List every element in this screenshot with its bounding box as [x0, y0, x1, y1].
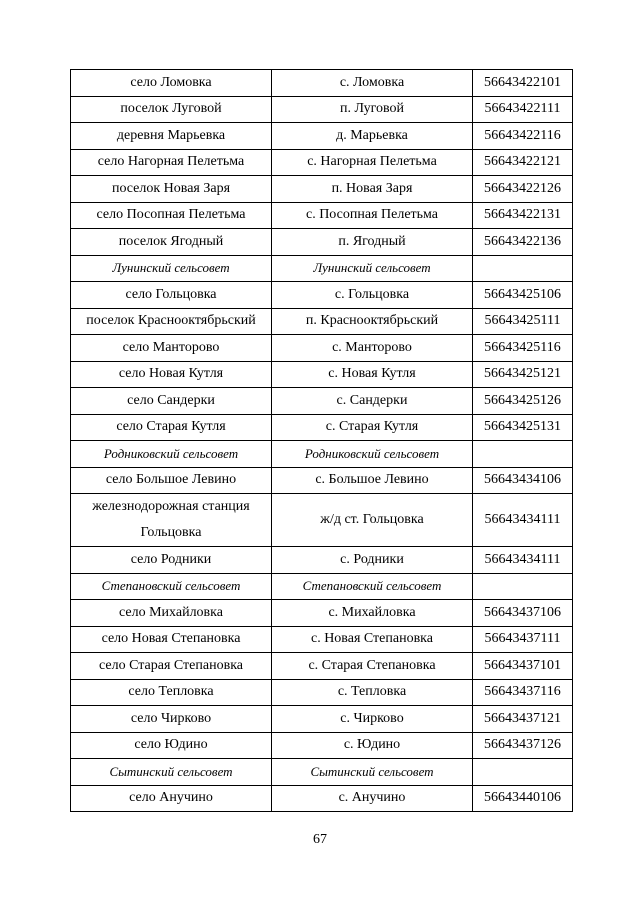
settlement-short-name-cell: с. Анучино	[272, 785, 473, 812]
settlement-full-name-cell: село Старая Кутля	[71, 414, 272, 441]
settlement-full-name-cell: поселок Луговой	[71, 96, 272, 123]
settlement-full-name-cell: село Сандерки	[71, 388, 272, 415]
oktmo-code-cell: 56643434111	[473, 547, 573, 574]
settlement-full-name-cell: село Нагорная Пелетьма	[71, 149, 272, 176]
settlement-short-name-cell: с. Нагорная Пелетьма	[272, 149, 473, 176]
settlement-full-name-cell: село Старая Степановка	[71, 653, 272, 680]
settlement-short-name-cell: с. Чирково	[272, 706, 473, 733]
table-row	[71, 600, 573, 627]
table-row	[71, 335, 573, 362]
settlement-full-name-cell: село Новая Степановка	[71, 626, 272, 653]
settlement-short-name-cell: с. Ломовка	[272, 70, 473, 97]
oktmo-code-cell: 56643422101	[473, 70, 573, 97]
settlement-full-name-cell: село Анучино	[71, 785, 272, 812]
oktmo-code-cell: 56643422126	[473, 176, 573, 203]
table-row	[71, 494, 573, 547]
page-number: 67	[313, 832, 327, 847]
settlement-full-name-cell: село Манторово	[71, 335, 272, 362]
settlement-short-name-cell: с. Гольцовка	[272, 282, 473, 309]
oktmo-code-cell: 56643434111	[473, 494, 573, 547]
table-row	[71, 785, 573, 812]
table-row	[71, 282, 573, 309]
settlement-short-name-cell: с. Юдино	[272, 732, 473, 759]
oktmo-code-cell: 56643422111	[473, 96, 573, 123]
settlement-short-name-cell: с. Сандерки	[272, 388, 473, 415]
oktmo-code-cell: 56643425131	[473, 414, 573, 441]
settlement-full-name-cell: село Гольцовка	[71, 282, 272, 309]
table-row	[71, 706, 573, 733]
settlement-short-name-cell: с. Старая Кутля	[272, 414, 473, 441]
settlement-short-name-cell: п. Новая Заря	[272, 176, 473, 203]
settlement-short-name-cell: с. Родники	[272, 547, 473, 574]
oktmo-code-cell: 56643440106	[473, 785, 573, 812]
oktmo-code-cell: 56643425111	[473, 308, 573, 335]
settlement-short-name-cell: ж/д ст. Гольцовка	[272, 494, 473, 547]
settlement-full-name-cell: село Большое Левино	[71, 467, 272, 494]
oktmo-code-cell: 56643437116	[473, 679, 573, 706]
settlements-table	[70, 69, 573, 812]
settlement-full-name-cell: село Юдино	[71, 732, 272, 759]
settlement-short-name-cell: Сытинский сельсовет	[272, 759, 473, 786]
section-header-row	[71, 759, 573, 786]
settlement-full-name-cell: село Ломовка	[71, 70, 272, 97]
settlement-short-name-cell: Родниковский сельсовет	[272, 441, 473, 468]
settlement-short-name-cell: с. Посопная Пелетьма	[272, 202, 473, 229]
settlement-short-name-cell: с. Михайловка	[272, 600, 473, 627]
oktmo-code-cell: 56643437126	[473, 732, 573, 759]
section-header-row	[71, 255, 573, 282]
settlement-short-name-cell: д. Марьевка	[272, 123, 473, 150]
table-row	[71, 547, 573, 574]
oktmo-code-cell: 56643437121	[473, 706, 573, 733]
section-header-row	[71, 573, 573, 600]
table-row	[71, 123, 573, 150]
settlement-full-name-cell: поселок Ягодный	[71, 229, 272, 256]
settlement-full-name-cell: село Родники	[71, 547, 272, 574]
table-row	[71, 732, 573, 759]
settlement-full-name-cell: поселок Краснооктябрьский	[71, 308, 272, 335]
settlement-full-name-cell: село Тепловка	[71, 679, 272, 706]
settlement-full-name-cell: Сытинский сельсовет	[71, 759, 272, 786]
table-row	[71, 679, 573, 706]
oktmo-code-cell: 56643425116	[473, 335, 573, 362]
oktmo-code-cell: 56643437111	[473, 626, 573, 653]
oktmo-code-cell	[473, 441, 573, 468]
settlement-short-name-cell: п. Краснооктябрьский	[272, 308, 473, 335]
oktmo-code-cell: 56643425106	[473, 282, 573, 309]
settlement-short-name-cell: с. Тепловка	[272, 679, 473, 706]
settlement-short-name-cell: п. Ягодный	[272, 229, 473, 256]
settlement-full-name-cell: село Михайловка	[71, 600, 272, 627]
section-header-row	[71, 441, 573, 468]
oktmo-code-cell: 56643422131	[473, 202, 573, 229]
table-row	[71, 388, 573, 415]
oktmo-code-cell: 56643422121	[473, 149, 573, 176]
table-row	[71, 229, 573, 256]
table-row	[71, 467, 573, 494]
settlement-short-name-cell: с. Манторово	[272, 335, 473, 362]
table-row	[71, 96, 573, 123]
oktmo-code-cell: 56643425126	[473, 388, 573, 415]
table-row	[71, 176, 573, 203]
settlement-full-name-cell: Степановский сельсовет	[71, 573, 272, 600]
settlement-short-name-cell: Степановский сельсовет	[272, 573, 473, 600]
settlements-table-body	[71, 70, 573, 812]
settlement-full-name-cell: деревня Марьевка	[71, 123, 272, 150]
oktmo-code-cell: 56643422116	[473, 123, 573, 150]
table-row	[71, 70, 573, 97]
settlement-short-name-cell: с. Старая Степановка	[272, 653, 473, 680]
settlement-full-name-cell: Лунинский сельсовет	[71, 255, 272, 282]
table-row	[71, 414, 573, 441]
settlement-full-name-cell: село Чирково	[71, 706, 272, 733]
settlement-short-name-cell: Лунинский сельсовет	[272, 255, 473, 282]
oktmo-code-cell	[473, 255, 573, 282]
table-row	[71, 361, 573, 388]
settlement-full-name-cell: село Новая Кутля	[71, 361, 272, 388]
table-row	[71, 202, 573, 229]
table-row	[71, 653, 573, 680]
settlement-full-name-cell: Родниковский сельсовет	[71, 441, 272, 468]
oktmo-code-cell: 56643437106	[473, 600, 573, 627]
settlement-short-name-cell: п. Луговой	[272, 96, 473, 123]
settlement-full-name-cell: село Посопная Пелетьма	[71, 202, 272, 229]
table-row	[71, 308, 573, 335]
settlement-full-name-cell: железнодорожная станция Гольцовка	[71, 494, 272, 547]
settlement-short-name-cell: с. Большое Левино	[272, 467, 473, 494]
oktmo-code-cell	[473, 573, 573, 600]
settlement-short-name-cell: с. Новая Степановка	[272, 626, 473, 653]
oktmo-code-cell: 56643422136	[473, 229, 573, 256]
table-row	[71, 626, 573, 653]
settlement-short-name-cell: с. Новая Кутля	[272, 361, 473, 388]
oktmo-code-cell: 56643425121	[473, 361, 573, 388]
table-row	[71, 149, 573, 176]
oktmo-code-cell	[473, 759, 573, 786]
settlement-full-name-cell: поселок Новая Заря	[71, 176, 272, 203]
oktmo-code-cell: 56643437101	[473, 653, 573, 680]
oktmo-code-cell: 56643434106	[473, 467, 573, 494]
